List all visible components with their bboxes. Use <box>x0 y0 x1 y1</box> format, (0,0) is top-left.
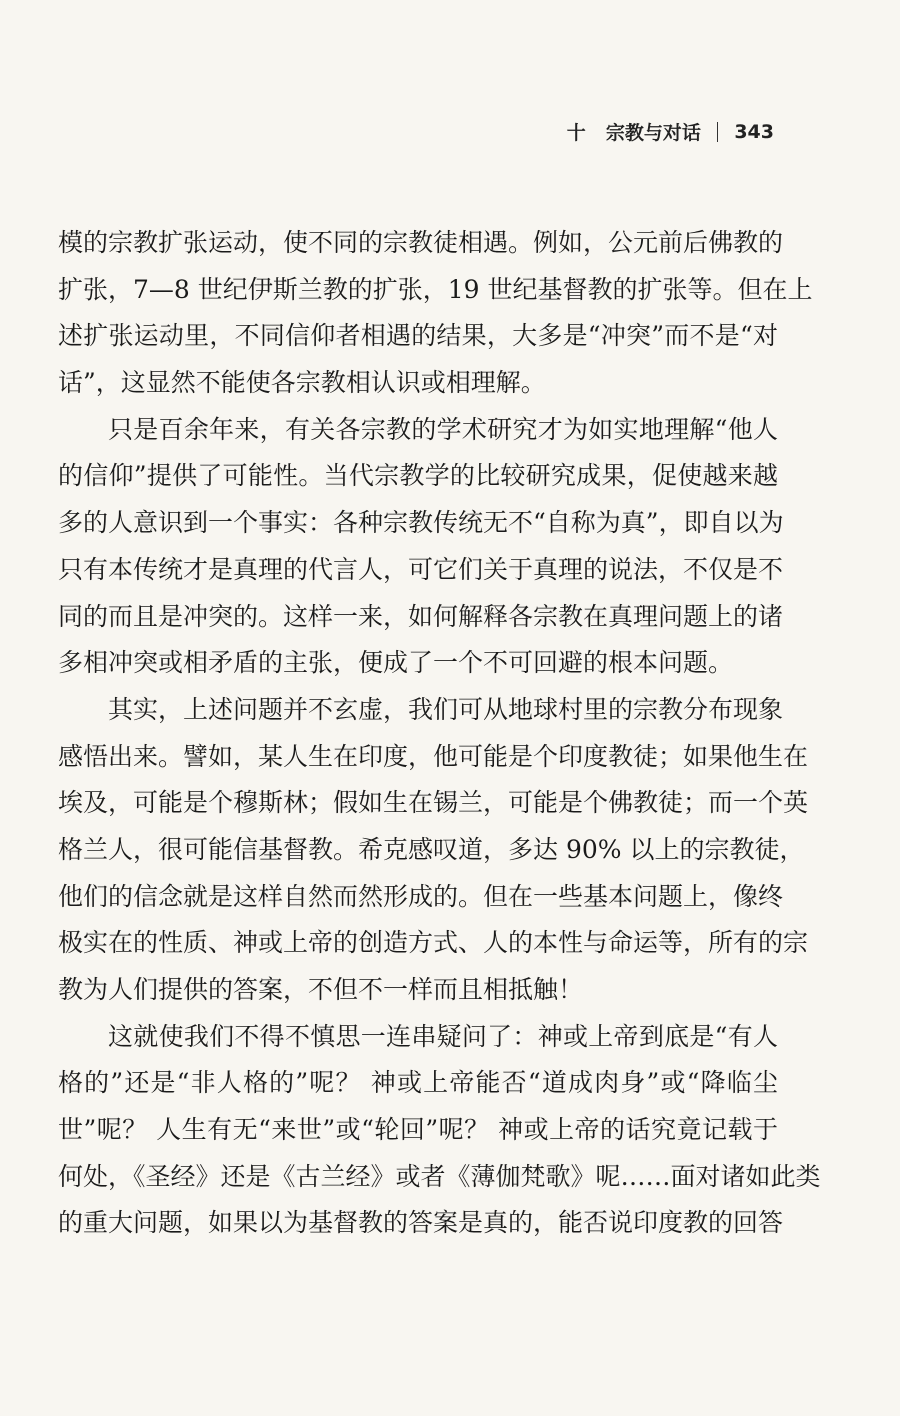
text-line: 只是百余年来，有关各宗教的学术研究才为如实地理解“他人 <box>108 414 778 444</box>
chapter-title: 宗教与对话 <box>605 122 701 144</box>
text-line: 扩张，7—8 世纪伊斯兰教的扩张，19 世纪基督教的扩张等。但在上 <box>58 274 813 304</box>
text-line: 述扩张运动里，不同信仰者相遇的结果，大多是“冲突”而不是“对 <box>58 321 778 351</box>
text-line: 感悟出来。譬如，某人生在印度，他可能是个印度教徒；如果他生在 <box>58 741 809 771</box>
paragraph <box>58 407 784 687</box>
text-line: 格的”还是“非人格的”呢？ 神或上帝能否“道成肉身”或“降临尘 <box>58 1068 778 1098</box>
text-line: 的重大问题，如果以为基督教的答案是真的，能否说印度教的回答 <box>58 1208 784 1238</box>
text-line: 他们的信念就是这样自然而然形成的。但在一些基本问题上，像终 <box>58 881 784 911</box>
text-line: 模的宗教扩张运动，使不同的宗教徒相遇。例如，公元前后佛教的 <box>58 228 784 257</box>
running-header <box>567 118 774 145</box>
text-line: 多的人意识到一个事实：各种宗教传统无不“自称为真”，即自以为 <box>58 508 784 538</box>
text-line: 教为人们提供的答案，不但不一样而且相抵触！ <box>58 975 584 1004</box>
paragraph <box>58 687 809 1014</box>
text-line: 多相冲突或相矛盾的主张，便成了一个不可回避的根本问题。 <box>58 648 734 678</box>
text-line: 只有本传统才是真理的代言人，可它们关于真理的说法，不仅是不 <box>58 554 784 584</box>
text-line: 同的而且是冲突的。这样一来，如何解释各宗教在真理问题上的诸 <box>58 601 784 631</box>
paragraph <box>58 1014 821 1247</box>
text-line: 极实在的性质、神或上帝的创造方式、人的本性与命运等，所有的宗 <box>58 928 809 958</box>
paragraph <box>58 220 813 407</box>
text-line: 何处，《圣经》还是《古兰经》或者《薄伽梵歌》呢……面对诸如此类 <box>58 1161 821 1191</box>
text-line: 其实，上述问题并不玄虚，我们可从地球村里的宗教分布现象 <box>108 694 784 724</box>
body-text <box>58 220 821 1247</box>
chapter-number: 十 <box>566 122 586 144</box>
header-separator <box>717 122 719 142</box>
text-line: 埃及，可能是个穆斯林；假如生在锡兰，可能是个佛教徒；而一个英 <box>58 788 809 818</box>
text-line: 世”呢？ 人生有无“来世”或“轮回”呢？ 神或上帝的话究竟记载于 <box>58 1115 778 1145</box>
page-number: 343 <box>734 120 774 143</box>
text-line: 这就使我们不得不慎思一连串疑问了：神或上帝到底是“有人 <box>108 1021 778 1051</box>
text-line: 格兰人，很可能信基督教。希克感叹道，多达 90% 以上的宗教徒， <box>58 834 805 864</box>
text-line: 的信仰”提供了可能性。当代宗教学的比较研究成果，促使越来越 <box>58 461 778 491</box>
text-line: 话”，这显然不能使各宗教相认识或相理解。 <box>58 368 546 398</box>
